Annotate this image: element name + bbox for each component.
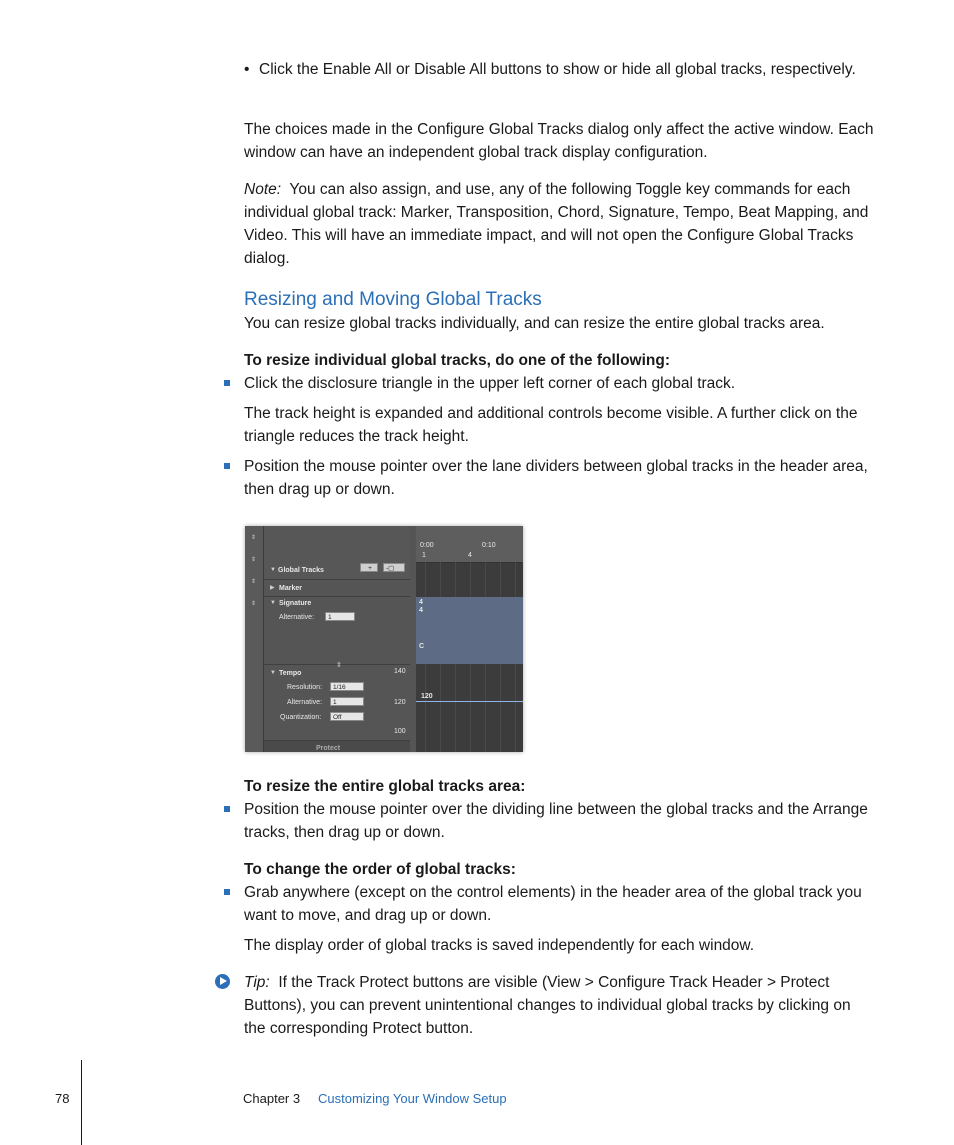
disclosure-triangle-icon[interactable]: ▼ xyxy=(270,600,276,606)
tip-text: If the Track Protect buttons are visible (View > Configure Track Header > Protect Buttons), you can prevent unintentional changes to individual global tracks by clicking on the corresponding Protect button. xyxy=(244,974,851,1037)
bullet-dot: • xyxy=(244,61,250,78)
tempo-axis-120: 120 xyxy=(394,699,406,706)
task2-heading: To resize the entire global tracks area: xyxy=(244,778,526,795)
task1-item2: Position the mouse pointer over the lane dividers between global tracks in the header area, then drag up or down. xyxy=(244,458,868,498)
task2-item1: Position the mouse pointer over the dividing line between the global tracks and the Arrange tracks, then drag up or down. xyxy=(244,801,868,841)
signature-region[interactable] xyxy=(416,597,523,641)
task3-heading: To change the order of global tracks: xyxy=(244,861,516,878)
task3-item1-detail: The display order of global tracks is saved independently for each window. xyxy=(244,937,755,954)
updown-arrows-icon: ⇕ xyxy=(251,557,257,563)
ruler-time-1: 0:00 xyxy=(420,542,434,549)
tempo-alternative-label: Alternative: xyxy=(287,699,323,706)
timeline-ruler[interactable] xyxy=(416,526,523,563)
signature-bottom: 4 xyxy=(419,607,423,614)
updown-arrows-icon: ⇕ xyxy=(251,601,257,607)
section-title: Resizing and Moving Global Tracks xyxy=(244,289,542,310)
tip-label: Tip: xyxy=(244,974,270,991)
updown-arrows-icon: ⇕ xyxy=(251,535,257,541)
disclosure-triangle-icon[interactable]: ▼ xyxy=(270,567,276,573)
chord-region[interactable] xyxy=(416,640,523,664)
disclosure-triangle-icon[interactable]: ▼ xyxy=(270,670,276,676)
signature-top: 4 xyxy=(419,599,423,606)
add-icon[interactable]: + xyxy=(360,563,378,572)
task1-item1-detail: The track height is expanded and additional controls become visible. A further click on the triangle reduces the track height. xyxy=(244,405,858,445)
global-tracks-screenshot xyxy=(245,526,523,752)
signature-lane[interactable] xyxy=(264,597,410,665)
tempo-axis-100: 100 xyxy=(394,728,406,735)
list-bullet-icon xyxy=(224,806,230,812)
configure-icon[interactable]: -▢ xyxy=(383,563,405,572)
footer-chapter: Chapter 3 xyxy=(243,1091,301,1106)
tempo-axis-140: 140 xyxy=(394,668,406,675)
note-paragraph xyxy=(244,178,874,270)
ruler-bar-2: 4 xyxy=(468,552,472,559)
footer-divider xyxy=(81,1060,82,1145)
resize-cursor-icon: ⇳ xyxy=(336,662,342,669)
ruler-bar-1: 1 xyxy=(422,552,426,559)
page-number: 78 xyxy=(55,1091,70,1106)
disclosure-triangle-icon[interactable]: ▶ xyxy=(270,585,275,591)
alternative-field[interactable]: 1 xyxy=(325,612,355,621)
tempo-line[interactable] xyxy=(416,701,523,702)
footer-chapter-title[interactable]: Customizing Your Window Setup xyxy=(318,1091,507,1106)
alternative-label: Alternative: xyxy=(279,614,315,621)
marker-label: Marker xyxy=(279,585,302,592)
arrange-area xyxy=(416,526,523,752)
chord-label: C xyxy=(419,643,425,650)
ruler-time-2: 0:10 xyxy=(482,542,496,549)
note-text: You can also assign, and use, any of the following Toggle key commands for each individual global track: Marker, Transposition, Chord, Signature, Tempo, Beat Mapping, and Video. This will have an immediate impact, and will not open the Configure Global Tracks dialog. xyxy=(244,181,869,267)
tempo-label: Tempo xyxy=(279,670,302,677)
task1-item1: Click the disclosure triangle in the upper left corner of each global track. xyxy=(244,375,736,392)
signature-label: Signature xyxy=(279,600,312,607)
tempo-lane[interactable] xyxy=(264,662,410,741)
quantization-label: Quantization: xyxy=(280,714,322,721)
marker-lane[interactable] xyxy=(264,580,410,597)
resolution-label: Resolution: xyxy=(287,684,323,691)
track-side-strip xyxy=(245,526,264,752)
resolution-field[interactable]: 1/16 xyxy=(330,682,364,691)
tempo-value: 120 xyxy=(421,693,433,700)
tip-paragraph xyxy=(244,971,874,1040)
list-bullet-icon xyxy=(224,889,230,895)
para-choices: The choices made in the Configure Global Tracks dialog only affect the active window. Each window can have an independent global track display configuration. xyxy=(244,121,874,161)
protect-label: Protect xyxy=(316,745,341,752)
note-label: Note: xyxy=(244,181,282,198)
task3-item1: Grab anywhere (except on the control elements) in the header area of the global track you want to move, and drag up or down. xyxy=(244,884,862,924)
global-tracks-lane xyxy=(264,526,410,580)
updown-arrows-icon: ⇕ xyxy=(251,579,257,585)
arrange-track-header xyxy=(264,741,410,752)
task1-heading: To resize individual global tracks, do one of the following: xyxy=(244,352,670,369)
list-bullet-icon xyxy=(224,463,230,469)
global-tracks-label: Global Tracks xyxy=(278,567,324,574)
list-bullet-icon xyxy=(224,380,230,386)
intro-bullet-text: Click the Enable All or Disable All buttons to show or hide all global tracks, respectively. xyxy=(259,61,856,78)
intro-bullet xyxy=(244,58,859,81)
quantization-field[interactable]: Off xyxy=(330,712,364,721)
tempo-alternative-field[interactable]: 1 xyxy=(330,697,364,706)
section-intro: You can resize global tracks individually, and can resize the entire global tracks area. xyxy=(244,315,825,332)
tip-arrow-icon xyxy=(215,974,230,989)
